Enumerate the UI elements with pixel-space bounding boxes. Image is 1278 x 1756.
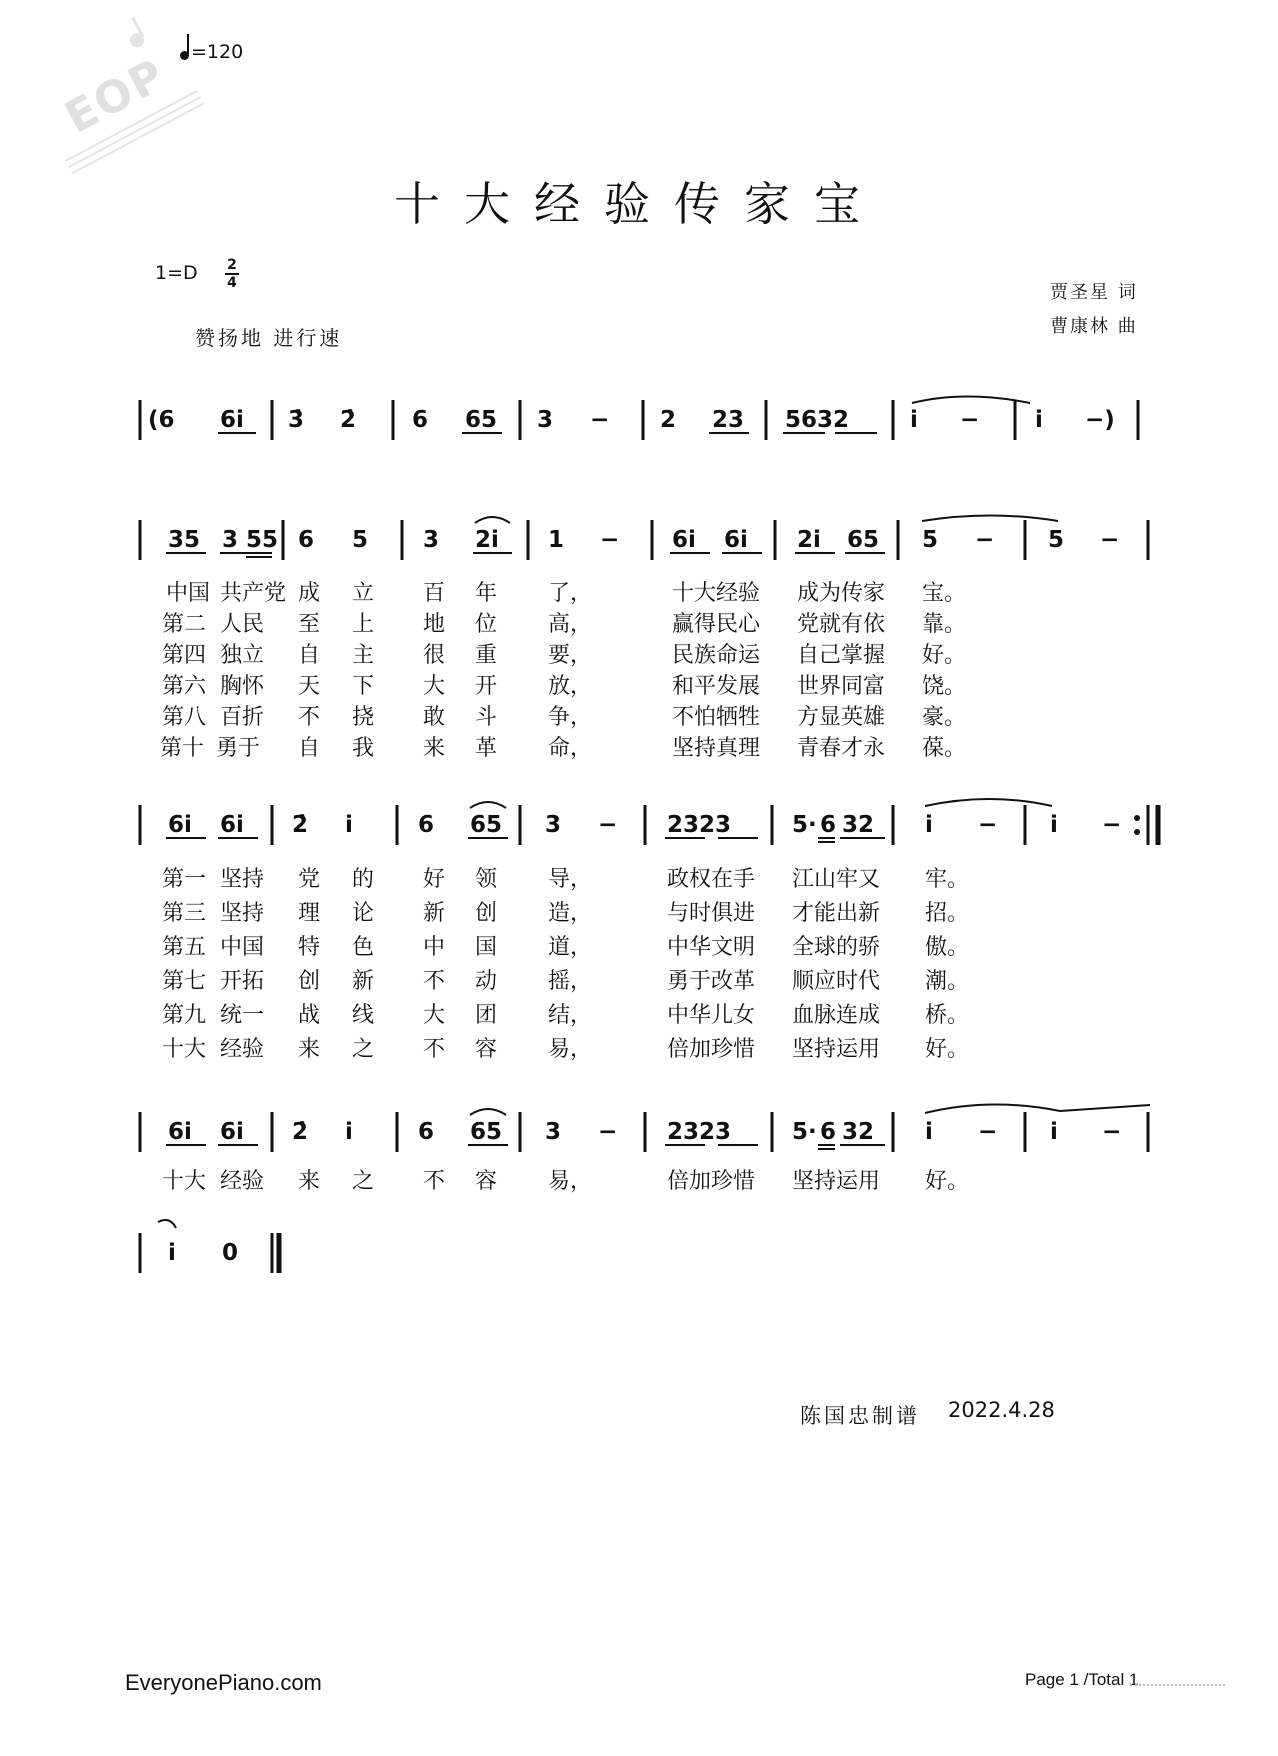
lyric-syllable: 放， <box>548 674 593 699</box>
lyric-syllable: 方显英雄 <box>797 705 886 730</box>
lyric-syllable: 来 <box>423 736 446 761</box>
note-3: 55 <box>246 527 279 553</box>
lyric-syllable: 青春才永 <box>797 736 886 761</box>
note-8: − <box>590 407 610 433</box>
lyric-syllable: 顺应时代 <box>792 969 881 994</box>
lyric-syllable: 中 <box>423 935 446 960</box>
note-9: 2323 <box>667 812 732 838</box>
lyric-syllable: 和平发展 <box>672 674 761 699</box>
note-4: i <box>345 1119 353 1145</box>
lyricist-credit: 贾圣星 词 <box>1050 282 1138 303</box>
lyric-syllable: 共产党 <box>220 581 287 606</box>
lyric-syllable: 天 <box>298 674 321 699</box>
lyric-syllable: 世界同富 <box>797 674 886 699</box>
lyric-line <box>0 1032 1278 1062</box>
lyric-line <box>0 669 1278 699</box>
note-2: 6i <box>220 407 244 433</box>
lyric-syllable: 命， <box>548 736 593 761</box>
lyric-syllable: 十大经验 <box>672 581 761 606</box>
note-10: 5· <box>792 1119 817 1145</box>
lyric-syllable: 开 <box>475 674 498 699</box>
lyric-syllable: 桥。 <box>925 1003 970 1028</box>
lyric-syllable: 争， <box>548 705 593 730</box>
page-title: 十大经验传家宝 <box>394 177 884 231</box>
lyric-syllable: 高， <box>548 612 593 637</box>
note-4: 6 <box>298 527 315 553</box>
lyric-syllable: 党就有依 <box>797 612 886 637</box>
lyric-syllable: 动 <box>475 969 498 994</box>
lyric-syllable: 我 <box>352 736 375 761</box>
lyric-syllable: 全球的骄 <box>792 935 881 960</box>
lyric-syllable: 倍加珍惜 <box>667 1169 756 1194</box>
note-13: 65 <box>847 527 880 553</box>
score-line-4 <box>0 1228 1278 1288</box>
lyric-line <box>0 896 1278 926</box>
lyric-syllable: 好。 <box>925 1169 970 1194</box>
note-13: − <box>960 407 980 433</box>
lyric-syllable: 理 <box>298 901 321 926</box>
lyric-syllable: 主 <box>352 643 375 668</box>
lyric-syllable: 新 <box>423 901 446 926</box>
lyric-syllable: 民族命运 <box>672 643 761 668</box>
score-line-2 <box>0 800 1278 860</box>
lyric-syllable: 之 <box>352 1037 375 1062</box>
note-6: 65 <box>465 407 498 433</box>
tempo-mark <box>180 38 243 63</box>
lyric-syllable: 来 <box>298 1037 321 1062</box>
lyric-syllable: 中华文明 <box>667 935 756 960</box>
lyric-syllable: 中国 <box>166 581 211 606</box>
lyric-syllable: 团 <box>475 1003 498 1028</box>
note-14: 5 <box>922 527 939 553</box>
note-1: 6i <box>168 812 192 838</box>
note-16: − <box>1102 1119 1122 1145</box>
lyric-syllable: 胸怀 <box>220 674 265 699</box>
lyric-syllable: 线 <box>352 1003 375 1028</box>
watermark-logo <box>21 7 210 183</box>
lyric-syllable: 自 <box>298 736 321 761</box>
note-1: 6i <box>168 1119 192 1145</box>
note-5: 6 <box>412 407 429 433</box>
note-3: 2̇ <box>292 1119 309 1145</box>
note-8: − <box>598 812 618 838</box>
watermark-logo-text: EOP <box>56 49 175 144</box>
note-2: 3 <box>222 527 239 553</box>
note-7: 3 <box>537 407 554 433</box>
lyric-syllable: 坚持运用 <box>792 1037 881 1062</box>
lyric-syllable: 坚持运用 <box>792 1169 881 1194</box>
note-7: 3 <box>545 812 562 838</box>
lyric-syllable: 摇， <box>548 969 593 994</box>
lyric-syllable: 容 <box>475 1037 498 1062</box>
note-5: 6 <box>418 812 435 838</box>
lyric-line <box>0 998 1278 1028</box>
lyric-syllable: 勇于改革 <box>667 969 756 994</box>
lyric-syllable: 重 <box>475 643 498 668</box>
lyric-syllable: 独立 <box>220 643 265 668</box>
lyric-syllable: 大 <box>423 674 446 699</box>
lyric-syllable: 国 <box>475 935 498 960</box>
footer-divider <box>1130 1684 1225 1692</box>
lyric-syllable: 统一 <box>220 1003 265 1028</box>
note-5: 6 <box>418 1119 435 1145</box>
lyric-syllable: 创 <box>298 969 321 994</box>
lyric-syllable: 开拓 <box>220 969 265 994</box>
note-3: 3̇ <box>288 407 305 433</box>
time-signature <box>225 258 239 290</box>
lyric-line <box>0 731 1278 761</box>
lyric-syllable: 第三 <box>162 901 207 926</box>
lyric-line <box>0 964 1278 994</box>
key-signature: 1=D <box>155 262 198 284</box>
note-6: 65 <box>470 812 503 838</box>
note-11: 5632 <box>785 407 850 433</box>
lyric-syllable: 第二 <box>162 612 207 637</box>
lyric-syllable: 第九 <box>162 1003 207 1028</box>
lyric-line <box>0 638 1278 668</box>
lyric-syllable: 潮。 <box>925 969 970 994</box>
note-15: i <box>1050 1119 1058 1145</box>
site-link[interactable]: EveryonePiano.com <box>125 1670 322 1695</box>
lyric-syllable: 导， <box>548 867 593 892</box>
lyric-syllable: 大 <box>423 1003 446 1028</box>
lyric-syllable: 论 <box>352 901 375 926</box>
note-15: −) <box>1085 407 1115 433</box>
note-2: 0 <box>222 1240 239 1266</box>
lyric-syllable: 好。 <box>922 643 967 668</box>
note-13: i <box>925 1119 933 1145</box>
lyric-syllable: 立 <box>352 581 375 606</box>
time-signature-top: 2 <box>227 257 237 273</box>
lyric-syllable: 自 <box>298 643 321 668</box>
lyric-syllable: 易， <box>548 1037 593 1062</box>
lyric-syllable: 不 <box>423 1169 446 1194</box>
lyric-syllable: 很 <box>423 643 446 668</box>
lyric-syllable: 结， <box>548 1003 593 1028</box>
lyric-line <box>0 862 1278 892</box>
tempo-value: =120 <box>191 41 244 63</box>
lyric-syllable: 不 <box>423 1037 446 1062</box>
note-12: 32 <box>842 1119 875 1145</box>
lyric-syllable: 百折 <box>220 705 265 730</box>
lyric-syllable: 容 <box>475 1169 498 1194</box>
note-10: 6i <box>672 527 696 553</box>
lyric-syllable: 道， <box>548 935 593 960</box>
lyric-line <box>0 930 1278 960</box>
lyric-syllable: 之 <box>352 1169 375 1194</box>
note-2: 6i <box>220 1119 244 1145</box>
lyric-syllable: 第八 <box>162 705 207 730</box>
lyric-syllable: 革 <box>475 736 498 761</box>
lyric-syllable: 不 <box>423 969 446 994</box>
lyric-syllable: 人民 <box>220 612 265 637</box>
note-16: − <box>1102 812 1122 838</box>
note-8: − <box>598 1119 618 1145</box>
note-15: − <box>975 527 995 553</box>
lyric-syllable: 政权在手 <box>667 867 756 892</box>
lyric-syllable: 与时俱进 <box>667 901 756 926</box>
note-4: i <box>345 812 353 838</box>
lyric-syllable: 第五 <box>162 935 207 960</box>
lyric-syllable: 十大 <box>162 1037 207 1062</box>
lyric-syllable: 血脉连成 <box>792 1003 881 1028</box>
note-9: 2323 <box>667 1119 732 1145</box>
note-16: 5 <box>1048 527 1065 553</box>
lyric-syllable: 了， <box>548 581 593 606</box>
note-7: 3 <box>545 1119 562 1145</box>
note-12: 2i <box>797 527 821 553</box>
lyric-syllable: 第七 <box>162 969 207 994</box>
note-10: 5· <box>792 812 817 838</box>
lyric-syllable: 不怕牺牲 <box>672 705 761 730</box>
lyric-syllable: 造， <box>548 901 593 926</box>
lyric-syllable: 十大 <box>162 1169 207 1194</box>
lyric-syllable: 勇于 <box>216 736 261 761</box>
lyric-syllable: 领 <box>475 867 498 892</box>
lyric-syllable: 敢 <box>423 705 446 730</box>
lyric-syllable: 招。 <box>925 901 970 926</box>
note-11: 6 <box>820 812 837 838</box>
lyric-syllable: 宝。 <box>922 581 967 606</box>
note-12: 32 <box>842 812 875 838</box>
lyric-syllable: 挠 <box>352 705 375 730</box>
note-14: − <box>978 1119 998 1145</box>
note-6: 65 <box>470 1119 503 1145</box>
lyric-syllable: 牢。 <box>925 867 970 892</box>
note-5: 5 <box>352 527 369 553</box>
composer-credit: 曹康林 曲 <box>1050 316 1138 337</box>
note-7: 2i <box>475 527 499 553</box>
lyric-syllable: 倍加珍惜 <box>667 1037 756 1062</box>
lyric-syllable: 经验 <box>220 1037 265 1062</box>
note-2: 6i <box>220 812 244 838</box>
note-4: 2̇ <box>340 407 357 433</box>
lyric-line <box>0 607 1278 637</box>
lyric-syllable: 坚持 <box>220 867 265 892</box>
lyric-syllable: 第六 <box>162 674 207 699</box>
lyric-syllable: 地 <box>423 612 446 637</box>
lyric-syllable: 成为传家 <box>797 581 886 606</box>
lyric-syllable: 易， <box>548 1169 593 1194</box>
page-indicator: Page 1 /Total 1 <box>1025 1670 1139 1689</box>
lyric-syllable: 好 <box>423 867 446 892</box>
lyric-syllable: 位 <box>475 612 498 637</box>
lyric-line <box>0 1164 1278 1194</box>
lyric-syllable: 第四 <box>162 643 207 668</box>
note-9: 2 <box>660 407 677 433</box>
lyric-syllable: 年 <box>475 581 498 606</box>
note-9: − <box>600 527 620 553</box>
note-1: i <box>168 1240 176 1266</box>
lyric-syllable: 经验 <box>220 1169 265 1194</box>
lyric-syllable: 上 <box>352 612 375 637</box>
note-11: 6i <box>724 527 748 553</box>
note-1: 35 <box>168 527 201 553</box>
lyric-syllable: 特 <box>298 935 321 960</box>
note-12: i <box>910 407 918 433</box>
lyric-syllable: 葆。 <box>922 736 967 761</box>
lyric-syllable: 来 <box>298 1169 321 1194</box>
note-10: 23 <box>712 407 745 433</box>
lyric-syllable: 傲。 <box>925 935 970 960</box>
score-line-intro <box>0 395 1278 455</box>
lyric-syllable: 靠。 <box>922 612 967 637</box>
lyric-syllable: 下 <box>352 674 375 699</box>
note-15: i <box>1050 812 1058 838</box>
lyric-syllable: 成 <box>298 581 321 606</box>
lyric-syllable: 至 <box>298 612 321 637</box>
lyric-syllable: 的 <box>352 867 375 892</box>
lyric-syllable: 要， <box>548 643 593 668</box>
lyric-line <box>0 576 1278 606</box>
lyric-syllable: 自己掌握 <box>797 643 886 668</box>
lyric-syllable: 不 <box>298 705 321 730</box>
time-signature-bottom: 4 <box>227 275 237 291</box>
score-line-3 <box>0 1107 1278 1167</box>
lyric-syllable: 好。 <box>925 1037 970 1062</box>
lyric-syllable: 坚持 <box>220 901 265 926</box>
note-13: i <box>925 812 933 838</box>
note-14: − <box>978 812 998 838</box>
note-8: 1 <box>548 527 565 553</box>
lyric-syllable: 第十 <box>160 736 205 761</box>
lyric-syllable: 新 <box>352 969 375 994</box>
lyric-syllable: 第一 <box>162 867 207 892</box>
lyric-syllable: 斗 <box>475 705 498 730</box>
arranger-signature: 陈国忠制谱 <box>800 1404 920 1428</box>
lyric-syllable: 江山牢又 <box>792 867 881 892</box>
tempo-description: 赞扬地 进行速 <box>195 326 343 350</box>
lyric-syllable: 饶。 <box>922 674 967 699</box>
lyric-syllable: 中国 <box>220 935 265 960</box>
arrangement-date: 2022.4.28 <box>948 1398 1055 1422</box>
note-17: − <box>1100 527 1120 553</box>
lyric-line <box>0 700 1278 730</box>
lyric-syllable: 中华儿女 <box>667 1003 756 1028</box>
lyric-syllable: 豪。 <box>922 705 967 730</box>
note-14: i <box>1035 407 1043 433</box>
note-3: 2̇ <box>292 812 309 838</box>
lyric-syllable: 党 <box>298 867 321 892</box>
lyric-syllable: 才能出新 <box>792 901 881 926</box>
lyric-syllable: 创 <box>475 901 498 926</box>
score-line-1 <box>0 515 1278 575</box>
note-6: 3 <box>423 527 440 553</box>
lyric-syllable: 坚持真理 <box>672 736 761 761</box>
lyric-syllable: 战 <box>298 1003 321 1028</box>
note-11: 6 <box>820 1119 837 1145</box>
lyric-syllable: 百 <box>423 581 446 606</box>
note-1: (6 <box>148 407 175 433</box>
lyric-syllable: 赢得民心 <box>672 612 761 637</box>
lyric-syllable: 色 <box>352 935 375 960</box>
